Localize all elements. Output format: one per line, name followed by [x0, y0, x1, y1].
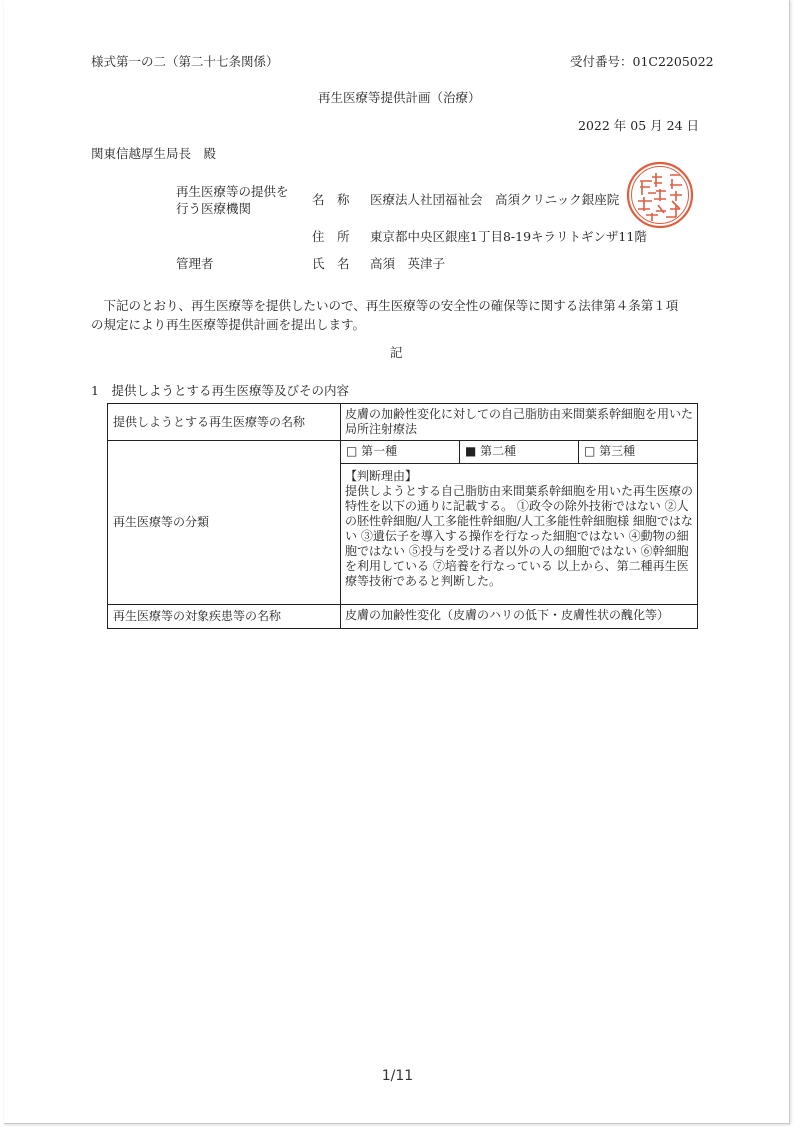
section-1-title: 1 提供しようとする再生医療等及びその内容 [91, 383, 349, 398]
form-label: 様式第一の二（第二十七条関係） [91, 54, 279, 69]
classification-cell [341, 441, 698, 605]
class-option-3: □ 第三種 [584, 444, 636, 458]
intro-line-2: の規定により再生医療等提供計画を提出します。 [91, 317, 366, 332]
manager-label: 管理者 [176, 256, 214, 271]
classification-options [341, 441, 697, 464]
row-label-target-condition: 再生医療等の対象疾患等の名称 [108, 605, 341, 629]
institution-seal [626, 161, 694, 229]
institution-address: 東京都中央区銀座1丁目8-19キラリトギンザ11階 [370, 229, 647, 244]
document-title: 再生医療等提供計画（治療） [318, 90, 481, 105]
intro-line-1: 下記のとおり、再生医療等を提供したいので、再生医療等の安全性の確保等に関する法律第４条第１項 [91, 298, 679, 313]
treatment-table [107, 403, 698, 629]
provider-label-line2: 行う医療機関 [176, 201, 252, 216]
name-label: 名 称 [312, 192, 350, 207]
recipient: 関東信越厚生局長 殿 [91, 146, 217, 161]
manager-name-label: 氏 名 [312, 256, 350, 271]
address-label: 住 所 [312, 229, 350, 244]
reason-heading: 【判断理由】 [345, 469, 418, 483]
class-option-2: ■ 第二種 [460, 441, 579, 463]
row-label-classification: 再生医療等の分類 [108, 441, 341, 605]
table-row [108, 441, 698, 605]
treatment-name: 皮膚の加齢性変化に対しての自己脂肪由来間葉系幹細胞を用いた局所注射療法 [341, 404, 698, 441]
institution-name: 医療法人社団福祉会 高須クリニック銀座院 [370, 192, 620, 207]
provider-label-line1: 再生医療等の提供を [176, 184, 289, 199]
submission-date: 2022 年 05 月 24 日 [578, 118, 699, 133]
receipt-number: 受付番号：01C2205022 [570, 54, 714, 69]
manager-name: 高須 英津子 [370, 256, 446, 271]
target-condition: 皮膚の加齢性変化（皮膚のハリの低下・皮膚性状の醜化等） [341, 605, 698, 629]
ki-heading: 記 [390, 345, 403, 360]
page-number: 1/11 [381, 1068, 414, 1084]
class-option-1: □ 第一種 [341, 441, 460, 463]
table-row [108, 404, 698, 441]
reason-text: 提供しようとする自己脂肪由来間葉系幹細胞を用いた再生医療の特性を以下の通りに記載する。 ①政令の除外技術ではない ②人の胚性幹細胞/人工多能性幹細胞/人工多能性幹細胞様 細胞ではない ③遺伝子を導入する操作を行なった細胞ではない ④動物の細胞ではない ⑤投与を受ける者以外の人の細胞ではない ⑥幹細胞を利用している ⑦培養を行なっている 以上から、第二種再生医療等技術であると判断した。 [345, 484, 694, 588]
table-row [108, 605, 698, 629]
row-label-treatment-name: 提供しようとする再生医療等の名称 [108, 404, 341, 441]
